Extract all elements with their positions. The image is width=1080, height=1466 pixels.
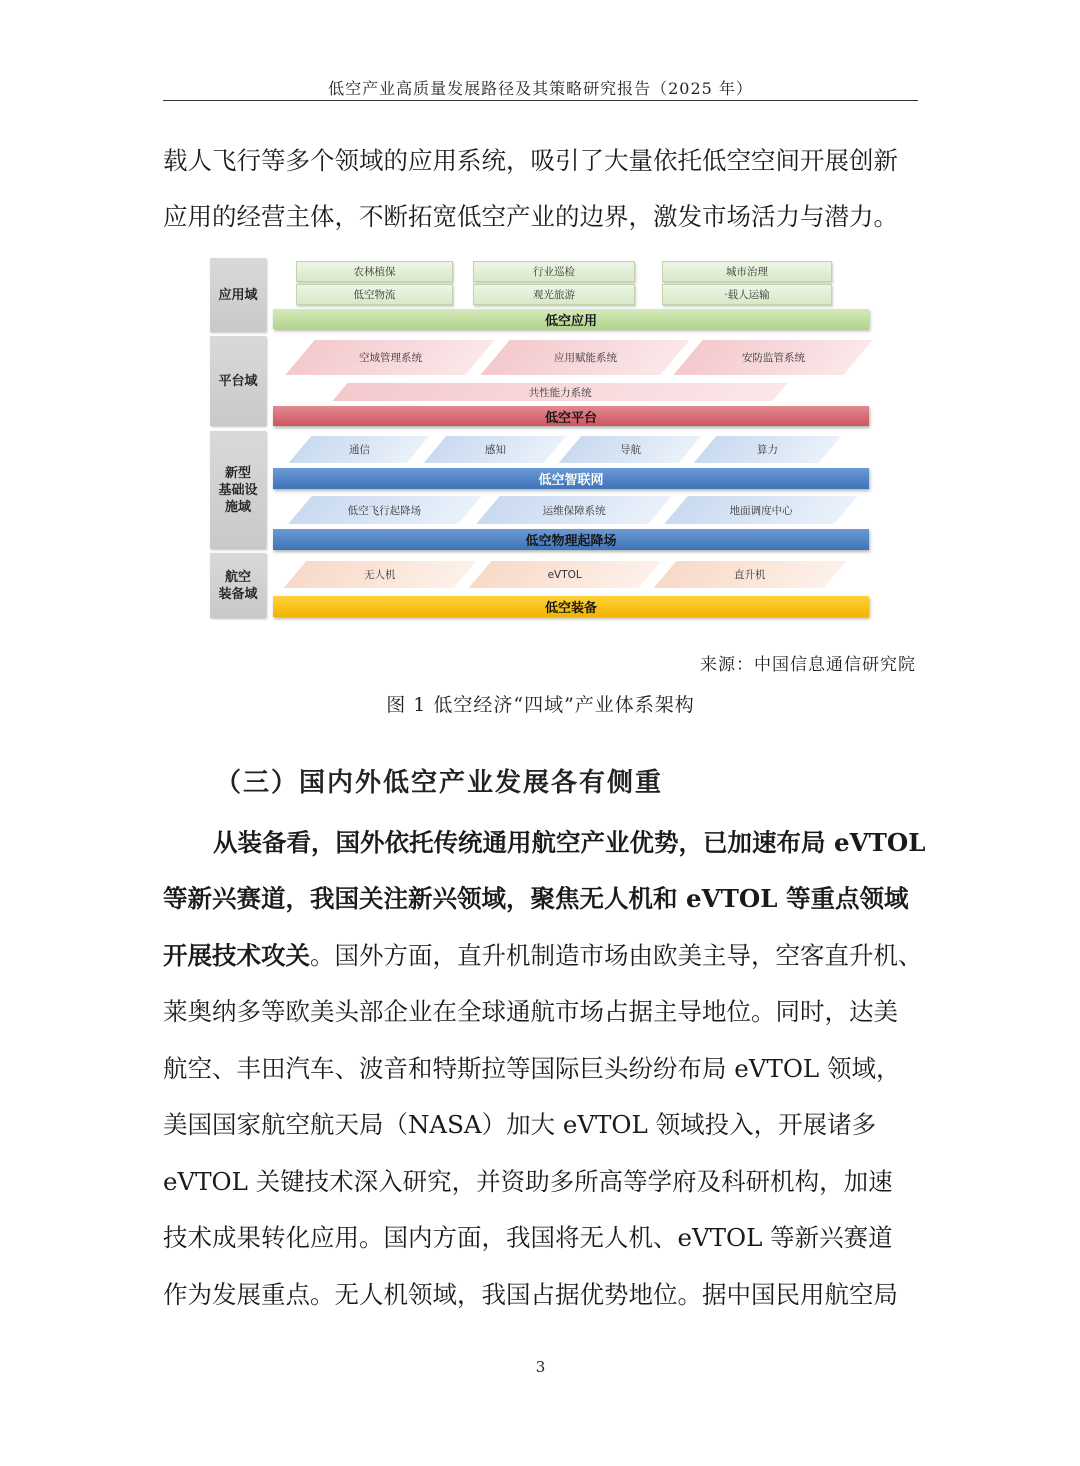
band-low-altitude-application: 低空应用 — [273, 309, 869, 329]
band-low-altitude-platform: 低空平台 — [273, 406, 869, 426]
band-low-altitude-physical: 低空物理起降场 — [273, 529, 869, 550]
header-rule — [163, 100, 918, 101]
figure-caption: 图 1 低空经济“四域”产业体系架构 — [386, 694, 695, 716]
body-line: 等新兴赛道，我国关注新兴领域，聚焦无人机和 eVTOL 等重点领域 — [163, 884, 909, 913]
application-tile: ·载人运输 — [662, 284, 832, 305]
page-number: 3 — [535, 1358, 546, 1376]
physical-item: 地面调度中心 — [664, 496, 857, 524]
body-line: 技术成果转化应用。国内方面，我国将无人机、eVTOL 等新兴赛道 — [163, 1223, 893, 1252]
intro-line-2: 应用的经营主体，不断拓宽低空产业的边界，激发市场活力与潜力。 — [163, 202, 898, 231]
application-tile: 行业巡检 — [473, 261, 635, 282]
platform-system: 空域管理系统 — [285, 340, 494, 375]
equipment-item: 无人机 — [284, 561, 477, 588]
application-tile: 观光旅游 — [473, 284, 635, 305]
body-line: 航空、丰田汽车、波音和特斯拉等国际巨头纷纷布局 eVTOL 领域， — [163, 1054, 901, 1083]
platform-system: 应用赋能系统 — [480, 340, 689, 375]
domain-label-platform: 平台域 — [210, 336, 266, 426]
application-tile: 城市治理 — [662, 261, 832, 282]
domain-label-equipment: 航空 装备域 — [210, 553, 266, 618]
domain-label-application: 应用域 — [210, 258, 266, 332]
body-line: eVTOL 关键技术深入研究，并资助多所高等学府及科研机构，加速 — [163, 1167, 893, 1196]
network-item: 通信 — [289, 436, 430, 463]
application-tile: 农林植保 — [296, 261, 453, 282]
equipment-item: 直升机 — [654, 561, 847, 588]
band-low-altitude-equipment: 低空装备 — [273, 596, 869, 617]
physical-item: 低空飞行起降场 — [288, 496, 481, 524]
domain-label-infrastructure: 新型 基础设 施域 — [210, 431, 266, 549]
band-low-altitude-network: 低空智联网 — [273, 468, 869, 489]
body-line: 莱奥纳多等欧美头部企业在全球通航市场占据主导地位。同时，达美 — [163, 997, 898, 1026]
network-item: 算力 — [694, 436, 842, 463]
figure-source: 来源：中国信息通信研究院 — [700, 655, 916, 675]
equipment-item: eVTOL — [469, 561, 662, 588]
body-line: 从装备看，国外依托传统通用航空产业优势，已加速布局 eVTOL — [213, 828, 926, 857]
section-heading: （三）国内外低空产业发展各有侧重 — [215, 768, 664, 798]
network-item: 导航 — [559, 436, 702, 463]
platform-system: 安防监管系统 — [673, 340, 872, 375]
platform-common-system: 共性能力系统 — [332, 383, 787, 401]
architecture-figure — [210, 256, 872, 620]
body-line: 开展技术攻关。国外方面，直升机制造市场由欧美主导，空客直升机、 — [163, 941, 923, 970]
application-tile: 低空物流 — [296, 284, 453, 305]
body-line: 美国国家航空航天局（NASA）加大 eVTOL 领域投入，开展诸多 — [163, 1110, 877, 1139]
running-header: 低空产业高质量发展路径及其策略研究报告（2025 年） — [328, 79, 753, 98]
intro-line-1: 载人飞行等多个领域的应用系统，吸引了大量依托低空空间开展创新 — [163, 146, 898, 175]
body-line: 作为发展重点。无人机领域，我国占据优势地位。据中国民用航空局 — [163, 1280, 898, 1309]
physical-item: 运维保障系统 — [476, 496, 671, 524]
network-item: 感知 — [424, 436, 567, 463]
